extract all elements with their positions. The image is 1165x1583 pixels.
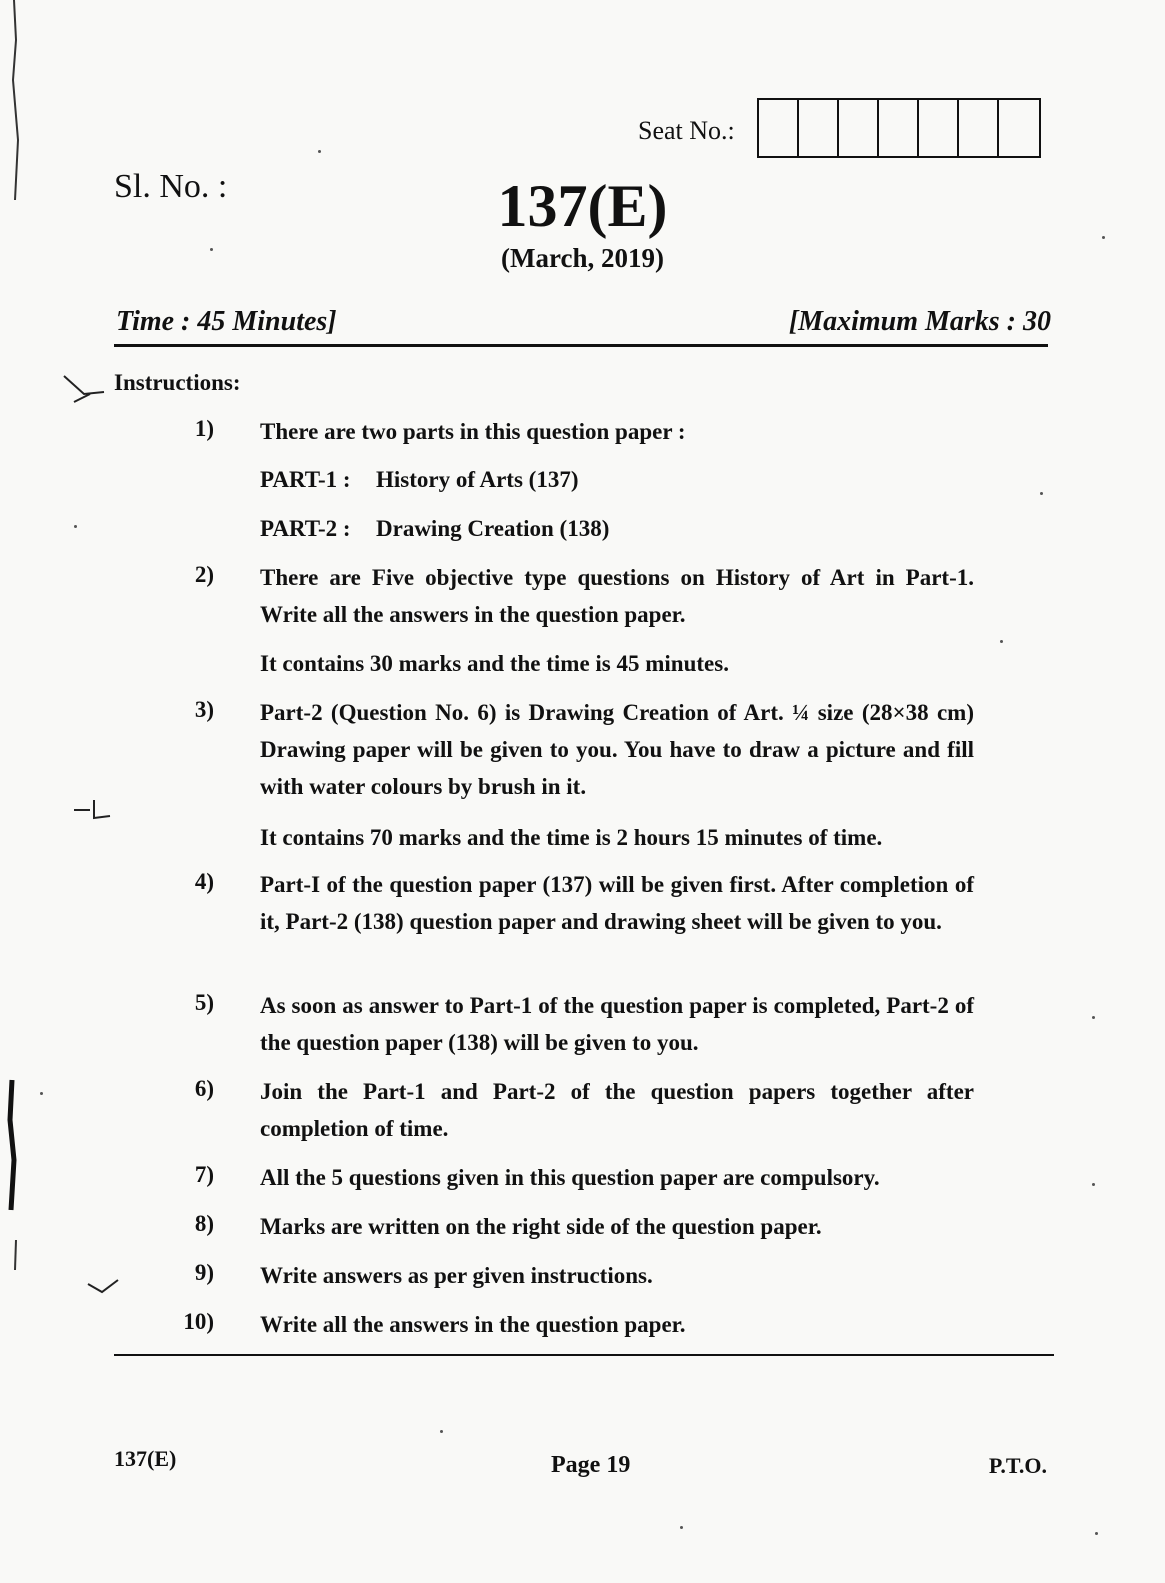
part-tag: PART-1 : (260, 467, 351, 492)
instructions-heading: Instructions: (114, 370, 241, 395)
scan-speck (210, 248, 213, 251)
part-1-line (260, 461, 579, 498)
please-turn-over: P.T.O. (988, 1453, 1047, 1478)
item-text: Write all the answers in the question paper. (260, 1312, 686, 1337)
item-number: 3) (194, 697, 214, 722)
seat-box (879, 100, 919, 156)
scan-mark (60, 372, 110, 408)
part-name: Drawing Creation (138) (376, 516, 610, 541)
seat-box (799, 100, 839, 156)
paper-code-title (0, 172, 1165, 241)
scan-speck (1102, 236, 1105, 239)
item-text: All the 5 questions given in this question paper are compulsory. (260, 1165, 880, 1190)
item-text: Part-I of the question paper (137) will be given first. After completion of it, Part-2 (138) question paper and drawing sheet will be given to you. (260, 872, 974, 934)
scan-speck (1000, 640, 1003, 643)
scan-speck (680, 1526, 683, 1529)
scan-speck (440, 1430, 443, 1433)
part-tag: PART-2 : (260, 516, 351, 541)
scan-mark (70, 796, 120, 826)
scan-speck (1092, 1183, 1095, 1186)
seat-box (959, 100, 999, 156)
item-text: Write answers as per given instructions. (260, 1263, 653, 1288)
scan-speck (1040, 492, 1043, 495)
item-number: 10) (183, 1309, 214, 1334)
scan-speck (1095, 1532, 1098, 1535)
item-2-note: It contains 30 marks and the time is 45 minutes. (260, 651, 729, 676)
seat-box (839, 100, 879, 156)
header-divider (114, 344, 1048, 347)
item-number: 5) (194, 990, 214, 1015)
item-3-note: It contains 70 marks and the time is 2 hours 15 minutes of time. (260, 825, 883, 850)
exam-date: (March, 2019) (501, 243, 664, 273)
part-2-line (260, 510, 609, 547)
time-allowed: Time : 45 Minutes] (116, 306, 337, 337)
seat-number-boxes (757, 98, 1041, 158)
serial-number-label: Sl. No. : (114, 168, 228, 205)
seat-box (759, 100, 799, 156)
item-text: There are two parts in this question paper : (260, 419, 686, 444)
scan-speck (40, 1092, 43, 1095)
scan-speck (318, 150, 321, 153)
item-text: Marks are written on the right side of the question paper. (260, 1214, 822, 1239)
item-text: Join the Part-1 and Part-2 of the question papers together after completion of time. (260, 1079, 974, 1141)
seat-box (919, 100, 959, 156)
item-number: 8) (194, 1211, 214, 1236)
seat-number-label: Seat No.: (638, 116, 735, 145)
item-number: 6) (194, 1076, 214, 1101)
item-text: As soon as answer to Part-1 of the question paper is completed, Part-2 of the question paper (138) will be given to you. (260, 993, 974, 1055)
item-text: Part-2 (Question No. 6) is Drawing Creation of Art. ¼ size (28×38 cm) Drawing paper will be given to you. You have to draw a picture and fill with water colours by brush in it. (260, 700, 974, 799)
item-number: 7) (194, 1162, 214, 1187)
page-number: Page 19 (551, 1452, 631, 1478)
seat-box (999, 100, 1039, 156)
paper-code-text: 137(E) (497, 173, 668, 239)
part-name: History of Arts (137) (376, 467, 579, 492)
scan-speck (1092, 1016, 1095, 1019)
item-text: There are Five objective type questions on History of Art in Part-1. Write all the answers in the question paper. (260, 565, 974, 627)
item-number: 9) (194, 1260, 214, 1285)
footer-paper-code: 137(E) (114, 1446, 177, 1471)
item-number: 4) (194, 869, 214, 894)
maximum-marks: [Maximum Marks : 30 (788, 306, 1051, 337)
scan-speck (74, 525, 77, 528)
item-number: 2) (194, 562, 214, 587)
scan-mark (84, 1276, 124, 1300)
item-number: 1) (194, 416, 214, 441)
footer-divider (114, 1354, 1054, 1356)
